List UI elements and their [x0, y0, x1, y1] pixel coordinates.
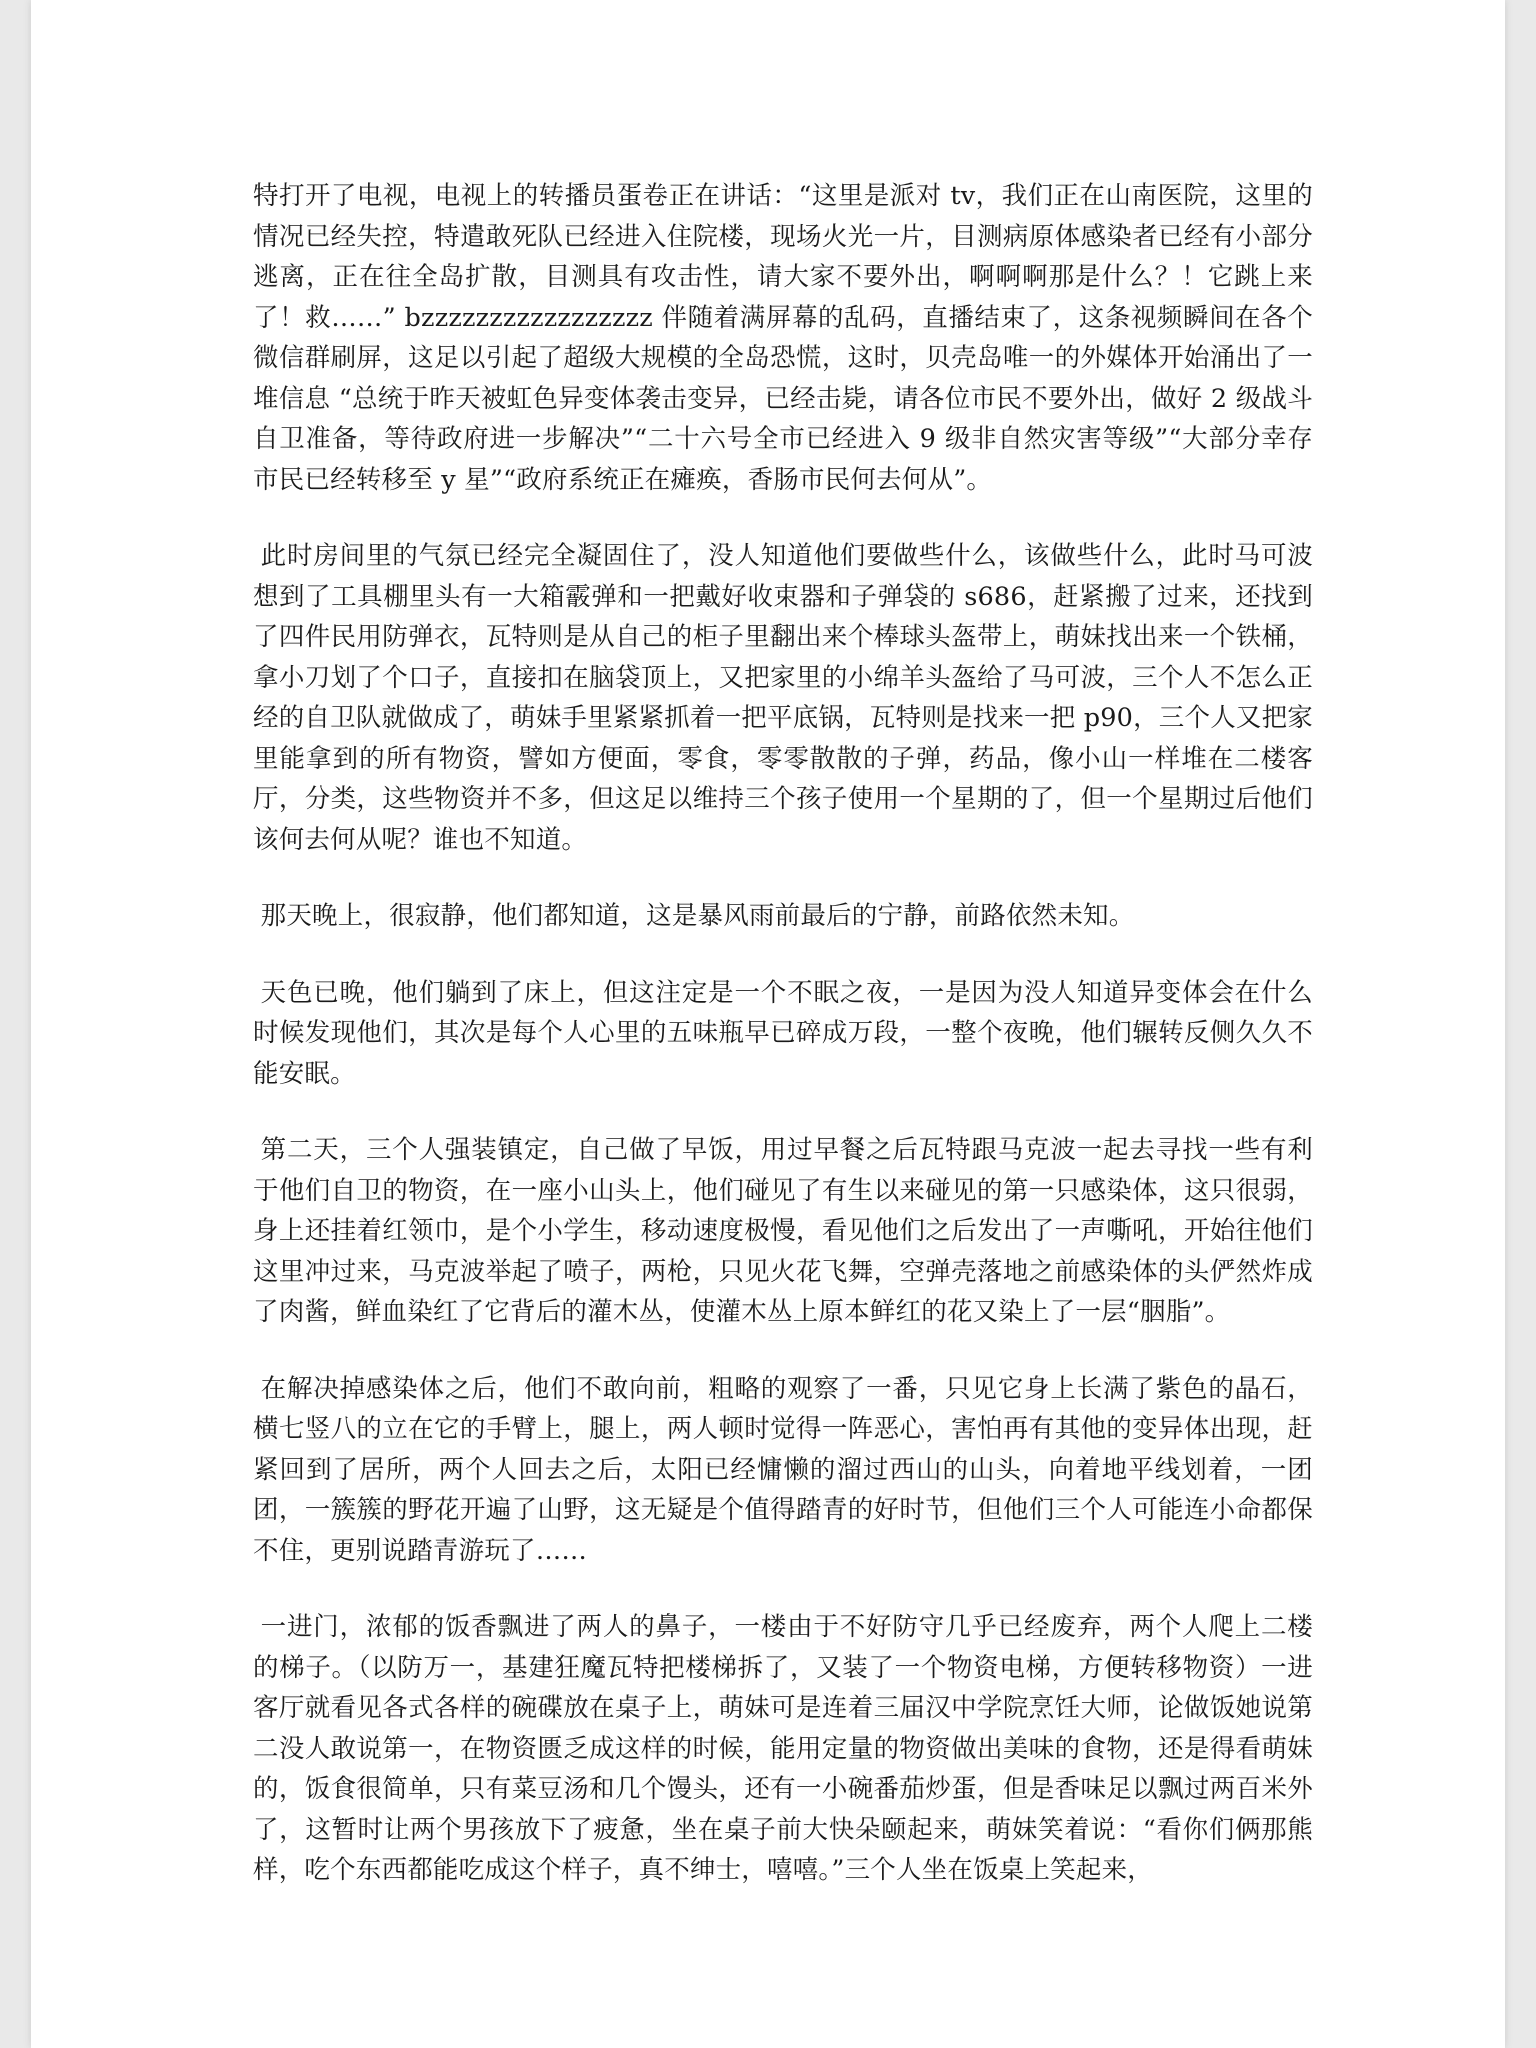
document-page — [31, 0, 1505, 2048]
document-body — [253, 176, 1313, 1927]
paragraph-6: 在解决掉感染体之后，他们不敢向前，粗略的观察了一番，只见它身上长满了紫色的晶石，横七竖八的立在它的手臂上，腿上，两人顿时觉得一阵恶心，害怕再有其他的变异体出现，赶紧回到了居所，两个人回去之后，太阳已经慵懒的溜过西山的山头，向着地平线划着，一团团，一簇簇的野花开遍了山野，这无疑是个值得踏青的好时节，但他们三个人可能连小命都保不住，更别说踏青游玩了…… — [253, 1373, 1313, 1566]
paragraph-2: 此时房间里的气氛已经完全凝固住了，没人知道他们要做些什么，该做些什么，此时马可波想到了工具棚里头有一大箱霰弹和一把戴好收束器和子弹袋的 s686，赶紧搬了过来，还找到了四件民用防弹衣，瓦特则是从自己的柜子里翻出来个棒球头盔带上，萌妹找出来一个铁桶，拿小刀划了个口子，直接扣在脑袋顶上，又把家里的小绵羊头盔给了马可波，三个人不怎么正经的自卫队就做成了，萌妹手里紧紧抓着一把平底锅，瓦特则是找来一把 p90，三个人又把家里能拿到的所有物资，譬如方便面，零食，零零散散的子弹，药品，像小山一样堆在二楼客厅，分类，这些物资并不多，但这足以维持三个孩子使用一个星期的了，但一个星期过后他们该何去何从呢？谁也不知道。 — [253, 541, 1313, 855]
paragraph-4: 天色已晚，他们躺到了床上，但这注定是一个不眠之夜，一是因为没人知道异变体会在什么时候发现他们，其次是每个人心里的五味瓶早已碎成万段，一整个夜晚，他们辗转反侧久久不能安眠。 — [253, 977, 1313, 1089]
paragraph-3: 那天晚上，很寂静，他们都知道，这是暴风雨前最后的宁静，前路依然未知。 — [260, 901, 1135, 931]
paragraph-1: 特打开了电视，电视上的转播员蛋卷正在讲话：“这里是派对 tv，我们正在山南医院，这里的情况已经失控，特遣敢死队已经进入住院楼，现场火光一片，目测病原体感染者已经有小部分逃离，正在往全岛扩散，目测具有攻击性，请大家不要外出，啊啊啊那是什么？！它跳上来了！救……” bzzzzzzzzzzzzzzzzz 伴随着满屏幕的乱码，直播结束了，这条视频瞬间在各个微信群刷屏，这足以引起了超级大规模的全岛恐慌，这时，贝壳岛唯一的外媒体开始涌出了一堆信息 “总统于昨天被虹色异变体袭击变异，已经击毙，请各位市民不要外出，做好 2 级战斗自卫准备，等待政府进一步解决”“二十六号全市已经进入 9 级非自然灾害等级”“大部分幸存市民已经转移至 y 星”“政府系统正在瘫痪，香肠市民何去何从”。 — [253, 181, 1313, 495]
paragraph-5: 第二天，三个人强装镇定，自己做了早饭，用过早餐之后瓦特跟马克波一起去寻找一些有利于他们自卫的物资，在一座小山头上，他们碰见了有生以来碰见的第一只感染体，这只很弱，身上还挂着红领巾，是个小学生，移动速度极慢，看见他们之后发出了一声嘶吼，开始往他们这里冲过来，马克波举起了喷子，两枪，只见火花飞舞，空弹壳落地之前感染体的头俨然炸成了肉酱，鲜血染红了它背后的灌木丛，使灌木丛上原本鲜红的花又染上了一层“胭脂”。 — [253, 1135, 1313, 1327]
paragraph-7: 一进门，浓郁的饭香飘进了两人的鼻子，一楼由于不好防守几乎已经废弃，两个人爬上二楼的梯子。（以防万一，基建狂魔瓦特把楼梯拆了，又装了一个物资电梯，方便转移物资）一进客厅就看见各式各样的碗碟放在桌子上，萌妹可是连着三届汉中学院烹饪大师，论做饭她说第二没人敢说第一，在物资匮乏成这样的时候，能用定量的物资做出美味的食物，还是得看萌妹的，饭食很简单，只有菜豆汤和几个馒头，还有一小碗番茄炒蛋，但是香味足以飘过两百米外了，这暂时让两个男孩放下了疲惫，坐在桌子前大快朵颐起来，萌妹笑着说：“看你们俩那熊样，吃个东西都能吃成这个样子，真不绅士，嘻嘻。”三个人坐在饭桌上笑起来， — [253, 1612, 1313, 1885]
